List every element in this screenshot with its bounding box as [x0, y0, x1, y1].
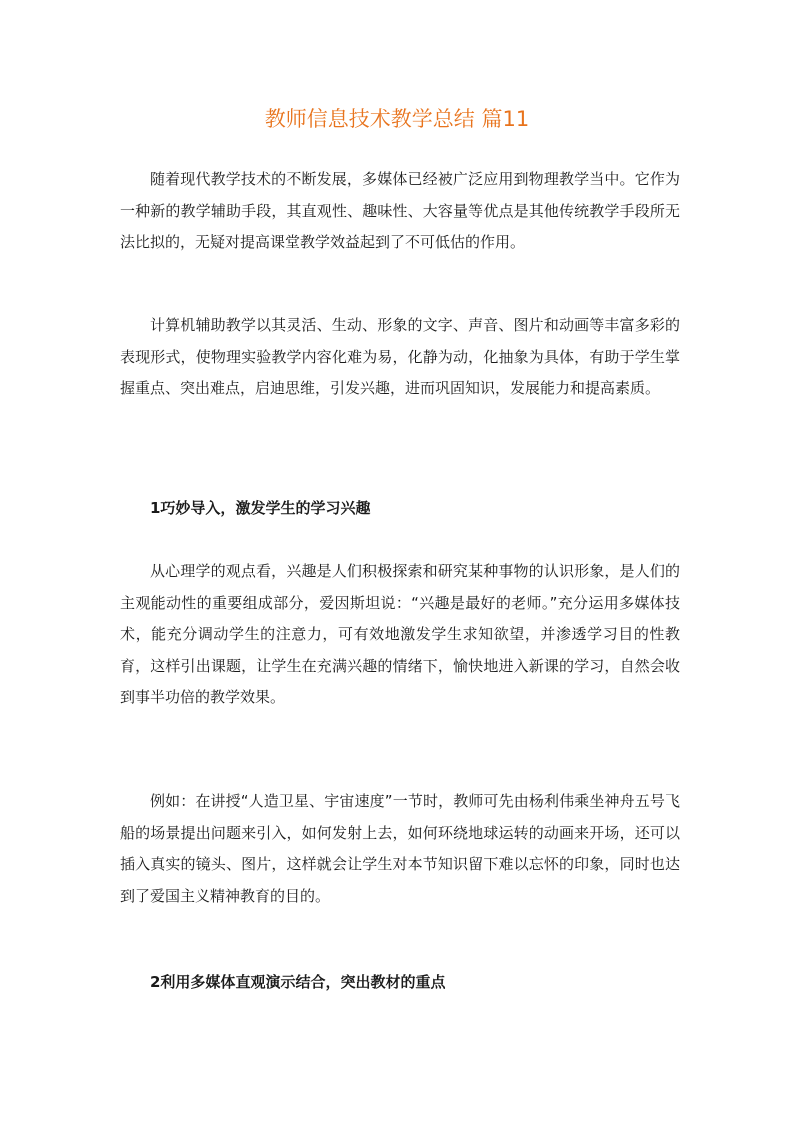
- section-heading-2: 2利用多媒体直观演示结合，突出教材的重点: [150, 973, 446, 991]
- paragraph-example: 例如：在讲授“人造卫星、宇宙速度”一节时，教师可先由杨利伟乘坐神舟五号飞船的场景提出问题来引入，如何发射上去，如何环绕地球运转的动画来开场，还可以插入真实的镜头、图片，这样就会让学生对本节知识留下难以忘怀的印象，同时也达到了爱国主义精神教育的目的。: [120, 792, 680, 905]
- section-heading-1: 1巧妙导入，激发学生的学习兴趣: [150, 499, 371, 517]
- paragraph-cai-benefits: 计算机辅助教学以其灵活、生动、形象的文字、声音、图片和动画等丰富多彩的表现形式，使物理实验教学内容化难为易，化静为动，化抽象为具体，有助于学生掌握重点、突出难点，启迪思维，引发兴趣，进而巩固知识，发展能力和提高素质。: [120, 316, 680, 397]
- paragraph-interest: 从心理学的观点看，兴趣是人们积极探索和研究某种事物的认识形象，是人们的主观能动性的重要组成部分，爱因斯坦说：“兴趣是最好的老师。”充分运用多媒体技术，能充分调动学生的注意力，可有效地激发学生求知欲望，并渗透学习目的性教育，这样引出课题，让学生在充满兴趣的情绪下，愉快地进入新课的学习，自然会收到事半功倍的教学效果。: [120, 562, 680, 706]
- document-title: 教师信息技术教学总结 篇11: [264, 107, 530, 131]
- paragraph-intro: 随着现代教学技术的不断发展，多媒体已经被广泛应用到物理教学当中。它作为一种新的教学辅助手段，其直观性、趣味性、大容量等优点是其他传统教学手段所无法比拟的，无疑对提高课堂教学效益起到了不可低估的作用。: [120, 170, 680, 251]
